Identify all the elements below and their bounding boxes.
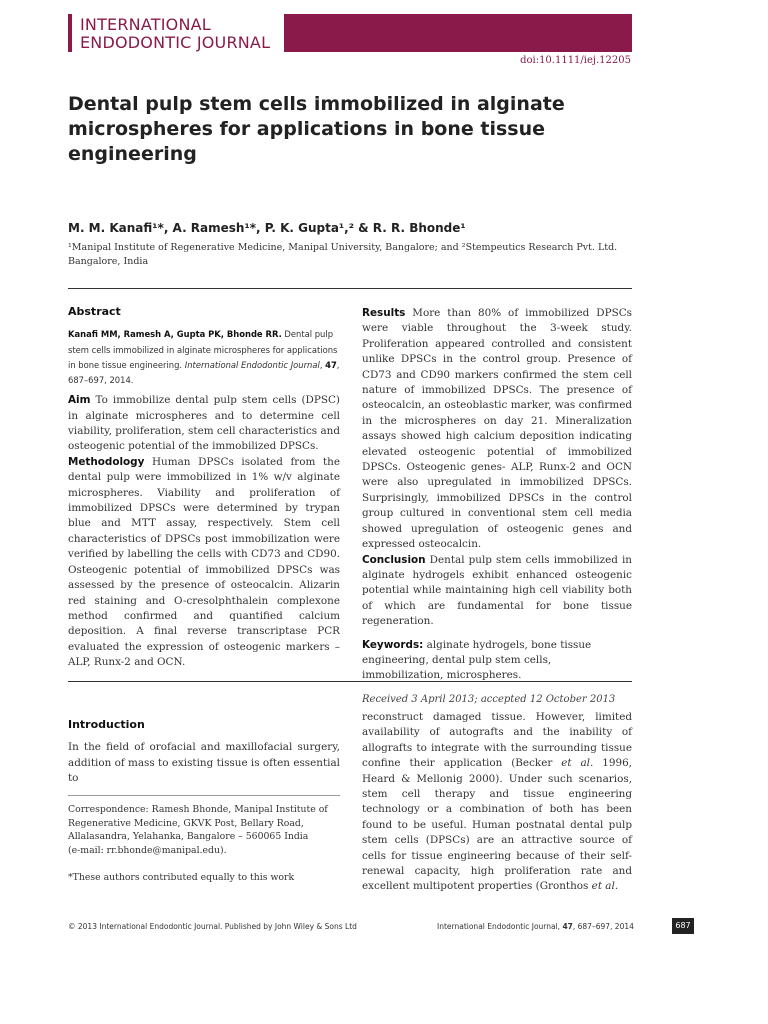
results-paragraph — [362, 306, 632, 553]
doi[interactable]: doi:10.1111/iej.12205 — [520, 55, 631, 66]
equal-contribution-note: *These authors contributed equally to this work — [68, 872, 295, 883]
citation-pages: , 687–697, 2014. — [68, 359, 340, 386]
abstract-divider — [68, 681, 632, 682]
abstract-heading: Abstract — [68, 305, 121, 318]
methodology-text: Human DPSCs isolated from the dental pulp were immobilized in 1% w/v alginate microspheres. Viability and proliferation of immobilized DPSCs were determined by trypan blue and MTT assay, respectively. Stem cell characteristics of DPSCs post immobilization were verified by labelling the cells with CD73 and CD90. Osteogenic potential of immobilized DPSCs was assessed by the presence of osteocalcin. Alizarin red staining and O-cresolphthalein complexone method confirmed and quantified calcium deposition. A final reverse transcriptase PCR evaluated the expression of osteogenic markers – ALP, Runx-2 and OCN. — [68, 455, 340, 669]
citation-title: Dental pulp stem cells immobilized in alginate microspheres for applications in bone tissue engineering. — [68, 329, 338, 370]
citation-authors: Kanafi MM, Ramesh A, Gupta PK, Bhonde RR. — [68, 329, 282, 340]
intro-right-column — [362, 710, 632, 895]
keywords-label: Keywords: — [362, 638, 424, 651]
footer-journal-post: , 687–697, 2014 — [572, 922, 634, 931]
footer-copyright: © 2013 International Endodontic Journal. Published by John Wiley & Sons Ltd — [68, 922, 357, 931]
footnote-divider — [68, 795, 340, 796]
abstract-right-column — [362, 306, 632, 707]
citation-journal: International Endodontic Journal — [184, 359, 320, 370]
methodology-label: Methodology — [68, 455, 145, 468]
page-number: 687 — [672, 918, 694, 934]
methodology-paragraph — [68, 455, 340, 671]
correspondence-block — [68, 803, 340, 885]
footer-journal-reference — [437, 922, 634, 931]
intro-right-text — [362, 710, 632, 895]
citation-volume: 47 — [325, 359, 337, 370]
citation: Kanafi MM, Ramesh A, Gupta PK, Bhonde RR. Dental pulp stem cells immobilized in alginate microspheres for applications in bone tissue engineering. International Endodontic Journal, 47, 687–697, 2014. — [68, 329, 340, 386]
abstract-left-column — [68, 304, 340, 671]
correspondence-text: Correspondence: Ramesh Bhonde, Manipal Institute of Regenerative Medicine, GKVK Post, Bellary Road, Allalasandra, Yelahanka, Bangalore – 560065 India — [68, 804, 328, 842]
intro-etal-2: et al. — [591, 880, 619, 893]
footer-journal-volume: 47 — [562, 922, 573, 931]
intro-right-part2: 1996, Heard & Mellonig 2000). Under such scenarios, stem cell therapy and tissue engineering technology or a combination of both has been found to be useful. Human postnatal dental pulp stem cells (DPSCs) are an attractive source of cells for tissue engineering because of their self-renewal capacity, high proliferation rate and excellent multipotent properties (Gronthos — [362, 757, 632, 893]
article-title: Dental pulp stem cells immobilized in alginate microspheres for applications in bone tissue engineering — [68, 93, 565, 165]
banner-accent-bar — [68, 14, 72, 52]
received-dates: Received 3 April 2013; accepted 12 October 2013 — [362, 693, 616, 705]
journal-banner — [68, 14, 632, 52]
affiliation: ¹Manipal Institute of Regenerative Medicine, Manipal University, Bangalore; and ²Stempeutics Research Pvt. Ltd. Bangalore, India — [68, 242, 618, 267]
introduction-heading: Introduction — [68, 718, 145, 731]
banner-color-block — [284, 14, 632, 52]
correspondence-email[interactable]: (e-mail: rr.bhonde@manipal.edu). — [68, 844, 227, 856]
results-label: Results — [362, 307, 406, 319]
keywords-paragraph — [362, 638, 632, 684]
aim-paragraph — [68, 393, 340, 455]
intro-left-column — [68, 717, 340, 787]
conclusion-text: Dental pulp stem cells immobilized in alginate hydrogels exhibit enhanced osteogenic potential while maintaining high cell viability both of which are fundamental for bone tissue regeneration. — [362, 553, 632, 628]
top-divider — [68, 288, 632, 289]
intro-etal-1: et al. — [561, 757, 594, 770]
conclusion-paragraph — [362, 553, 632, 630]
aim-label: Aim — [68, 394, 91, 407]
intro-right-part1: reconstruct damaged tissue. However, limited availability of autografts and the inability of allografts to integrate with the surrounding tissue confine their application (Becker — [362, 711, 632, 770]
footer-journal-pre: International Endodontic Journal, — [437, 922, 563, 931]
journal-name-line1: INTERNATIONAL — [80, 15, 211, 34]
conclusion-label: Conclusion — [362, 553, 426, 566]
journal-name-line2: ENDODONTIC JOURNAL — [80, 33, 271, 52]
author-list: M. M. Kanafi¹*, A. Ramesh¹*, P. K. Gupta¹,² & R. R. Bhonde¹ — [68, 221, 466, 235]
keywords-text: alginate hydrogels, bone tissue engineering, dental pulp stem cells, immobilization, microspheres. — [362, 638, 592, 682]
aim-text: To immobilize dental pulp stem cells (DPSC) in alginate microspheres and to determine cell viability, proliferation, stem cell characteristics and osteogenic potential of the immobilized DPSCs. — [68, 394, 340, 453]
results-text: More than 80% of immobilized DPSCs were viable throughout the 3-week study. Proliferation appeared controlled and consistent unlike DPSCs in the control group. Presence of CD73 and CD90 markers confirmed the stem cell nature of immobilized DPSCs. The presence of osteocalcin, an osteoblastic marker, was confirmed in the microspheres on day 21. Mineralization assays showed high calcium deposition indicating elevated osteogenic potential of immobilized DPSCs. Osteogenic genes- ALP, Runx-2 and OCN were also upregulated in immobilized DPSCs. Surprisingly, immobilized DPSCs in the control group cultured in conventional stem cell media showed upregulation of osteogenic genes and expressed osteocalcin. — [362, 307, 632, 551]
intro-left-text: In the field of orofacial and maxillofacial surgery, addition of mass to existing tissue is often essential to — [68, 741, 340, 785]
